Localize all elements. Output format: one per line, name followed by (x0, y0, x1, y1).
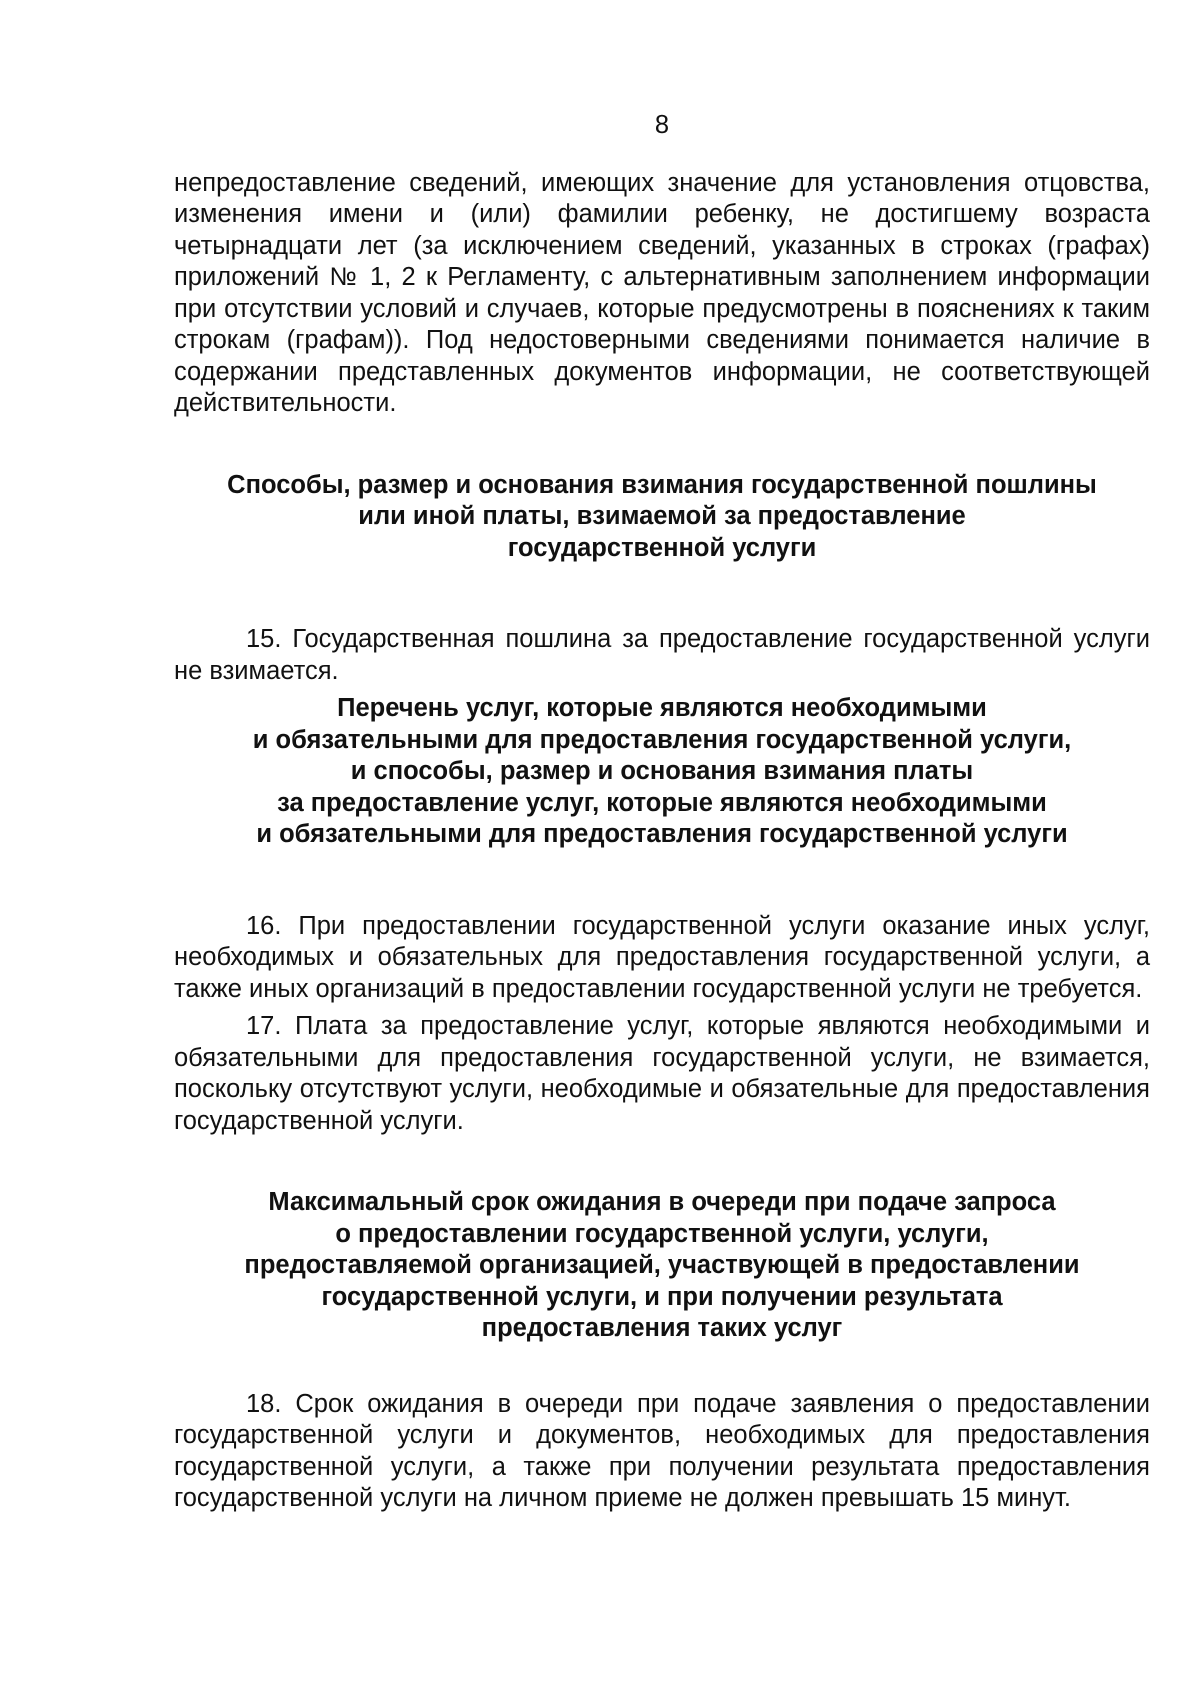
heading-fee-line: Способы, размер и основания взимания государственной пошлины (227, 470, 1097, 499)
heading-services (174, 693, 1150, 851)
heading-queue-line: предоставляемой организацией, участвующей в предоставлении (244, 1251, 1080, 1279)
heading-queue-line: Максимальный срок ожидания в очереди при подаче запроса (268, 1188, 1056, 1216)
heading-services-line: и способы, размер и основания взимания платы (350, 757, 974, 785)
heading-fee-line: или иной платы, взимаемой за предоставление (358, 502, 966, 530)
paragraph-15: 15. Государственная пошлина за предоставление государственной услуги не взимается. (174, 625, 1150, 685)
document-page (174, 110, 1150, 1515)
heading-queue-line: предоставления таких услуг (481, 1314, 843, 1342)
heading-services-line: Перечень услуг, которые являются необходимыми (337, 694, 987, 722)
paragraph-16: 16. При предоставлении государственной услуги оказание иных услуг, необходимых и обязательных для предоставления государственной услуги, а также иных организаций в предоставлении государственной услуги не требуется. (174, 911, 1150, 1003)
heading-services-line: и обязательными для предоставления государственной услуги, (252, 725, 1072, 754)
page-number: 8 (654, 111, 670, 139)
heading-queue (174, 1187, 1150, 1345)
heading-services-line: за предоставление услуг, которые являются необходимыми (277, 788, 1047, 817)
heading-queue-line: государственной услуги, и при получении результата (321, 1282, 1003, 1311)
intro-paragraph: непредоставление сведений, имеющих значение для установления отцовства, изменения имени и (или) фамилии ребенку, не достигшему возраста четырнадцати лет (за исключением сведений, указанных в строках (графах) приложений № 1, 2 к Регламенту, с альтернативным заполнением информации при отсутствии условий и случаев, которые предусмотрены в пояснениях к таким строкам (графам)). Под недостоверными сведениями понимается наличие в содержании представленных документов информации, не соответствующей действительности. (174, 168, 1150, 417)
paragraph-18: 18. Срок ожидания в очереди при подаче заявления о предоставлении государственной услуги и документов, необходимых для предоставления государственной услуги, а также при получении результата предоставления государственной услуги на личном приеме не должен превышать 15 минут. (174, 1389, 1150, 1512)
heading-queue-line: о предоставлении государственной услуги, услуги, (335, 1219, 989, 1248)
heading-fee-line: государственной услуги (507, 533, 817, 562)
heading-fee (174, 470, 1150, 565)
heading-services-line: и обязательными для предоставления государственной услуги (256, 820, 1068, 848)
paragraph-17: 17. Плата за предоставление услуг, которые являются необходимыми и обязательными для предоставления государственной услуги, не взимается, поскольку отсутствуют услуги, необходимые и обязательные для предоставления государственной услуги. (174, 1012, 1150, 1135)
